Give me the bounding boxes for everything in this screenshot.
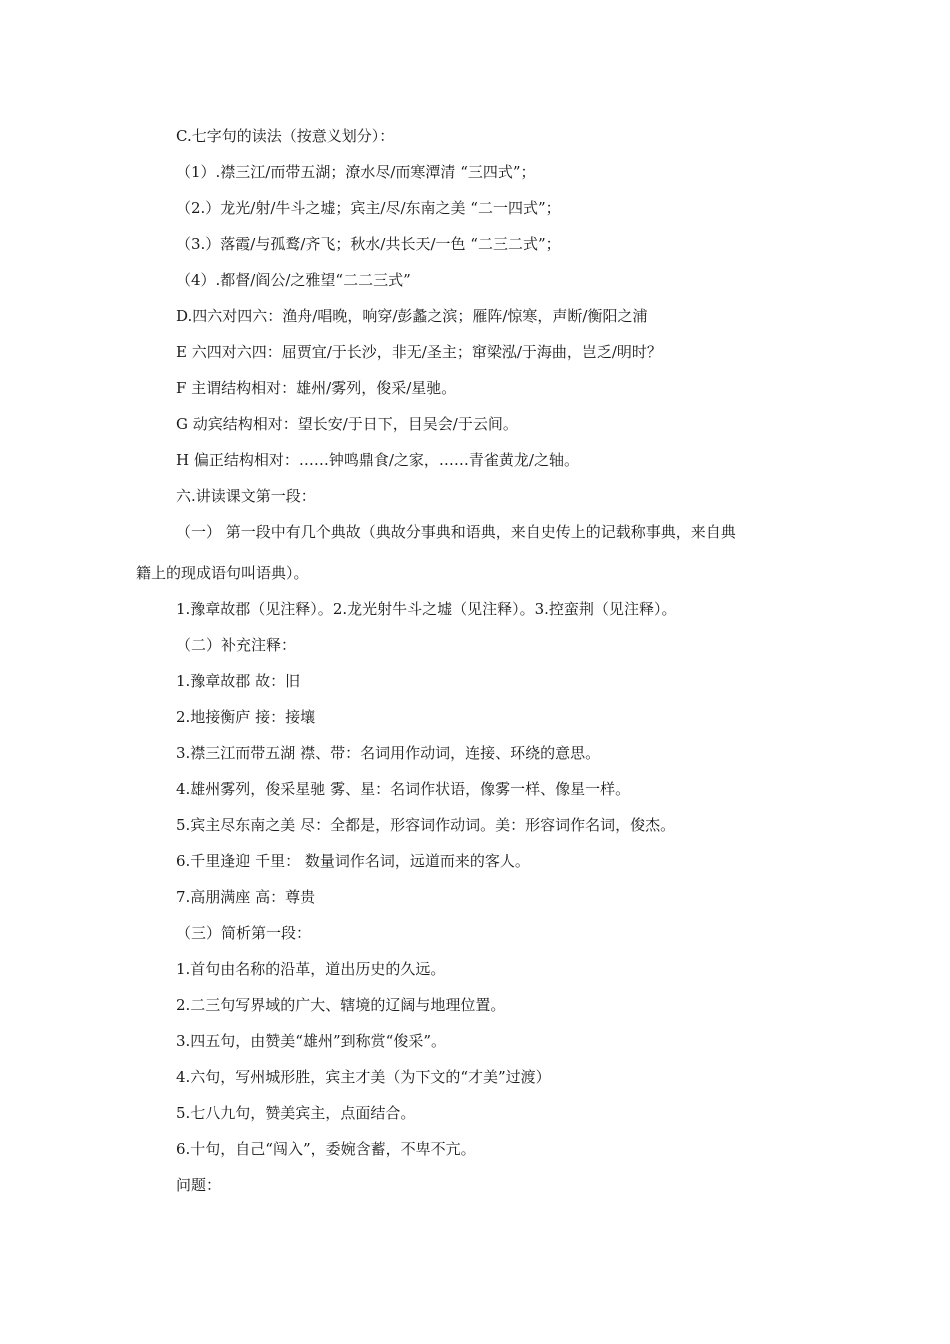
paragraph-line: F 主谓结构相对：雄州/雾列，俊采/星驰。 xyxy=(176,379,457,397)
paragraph-line: 2.地接衡庐 接：接壤 xyxy=(176,708,316,726)
paragraph-line: G 动宾结构相对：望长安/于日下，目吴会/于云间。 xyxy=(176,415,518,433)
paragraph-line: 5.七八九句，赞美宾主，点面结合。 xyxy=(176,1104,416,1122)
paragraph-line: 2.二三句写界域的广大、辖境的辽阔与地理位置。 xyxy=(176,996,506,1014)
subsection-heading: （三）简析第一段： xyxy=(176,924,312,942)
paragraph-line: H 偏正结构相对：……钟鸣鼎食/之家，……青雀黄龙/之轴。 xyxy=(176,451,579,469)
paragraph-line: 1.豫章故郡（见注释）。2.龙光射牛斗之墟（见注释）。3.控蛮荆（见注释）。 xyxy=(176,600,677,618)
paragraph-line: 5.宾主尽东南之美 尽：全都是，形容词作动词。美：形容词作名词，俊杰。 xyxy=(176,816,676,834)
paragraph-line: 7.高朋满座 高：尊贵 xyxy=(176,888,316,906)
paragraph-line: 3.四五句，由赞美“雄州”到称赏“俊采”。 xyxy=(176,1032,446,1050)
paragraph-line: 1.豫章故郡 故：旧 xyxy=(176,672,301,690)
paragraph-line-continued: 籍上的现成语句叫语典）。 xyxy=(136,564,309,582)
paragraph-line: （4）.都督/阎公/之雅望“二二三式” xyxy=(176,271,411,289)
paragraph-line: 1.首句由名称的沿革，道出历史的久远。 xyxy=(176,960,446,978)
paragraph-line: E 六四对六四：屈贾宜/于长沙，非无/圣主；窜梁泓/于海曲，岂乏/明时？ xyxy=(176,343,662,361)
paragraph-line: （1）.襟三江/而带五湖；潦水尽/而寒潭清 “三四式”； xyxy=(176,163,536,181)
paragraph-line: （一） 第一段中有几个典故（典故分事典和语典，来自史传上的记载称事典，来自典 xyxy=(176,523,736,541)
paragraph-line: 3.襟三江而带五湖 襟、带：名词用作动词，连接、环绕的意思。 xyxy=(176,744,601,762)
paragraph-line: 6.十句，自己“闯入”，委婉含蓄，不卑不亢。 xyxy=(176,1140,476,1158)
paragraph-line: 问题： xyxy=(176,1176,222,1194)
paragraph-line: 4.六句，写州城形胜，宾主才美（为下文的“才美”过渡） xyxy=(176,1068,551,1086)
subsection-heading: （二）补充注释： xyxy=(176,636,297,654)
paragraph-line: （2.）龙光/射/牛斗之墟；宾主/尽/东南之美 “二一四式”； xyxy=(176,199,561,217)
paragraph-line: （3.）落霞/与孤鹜/齐飞；秋水/共长天/一色 “二三二式”； xyxy=(176,235,561,253)
paragraph-line: C.七字句的读法（按意义划分）： xyxy=(176,127,395,145)
section-heading: 六.讲读课文第一段： xyxy=(176,487,316,505)
paragraph-line: 6.千里逢迎 千里： 数量词作名词，远道而来的客人。 xyxy=(176,852,530,870)
paragraph-line: 4.雄州雾列，俊采星驰 雾、星：名词作状语，像雾一样、像星一样。 xyxy=(176,780,631,798)
paragraph-line: D.四六对四六：渔舟/唱晚，响穿/彭蠡之滨；雁阵/惊寒，声断/衡阳之浦 xyxy=(176,307,648,325)
